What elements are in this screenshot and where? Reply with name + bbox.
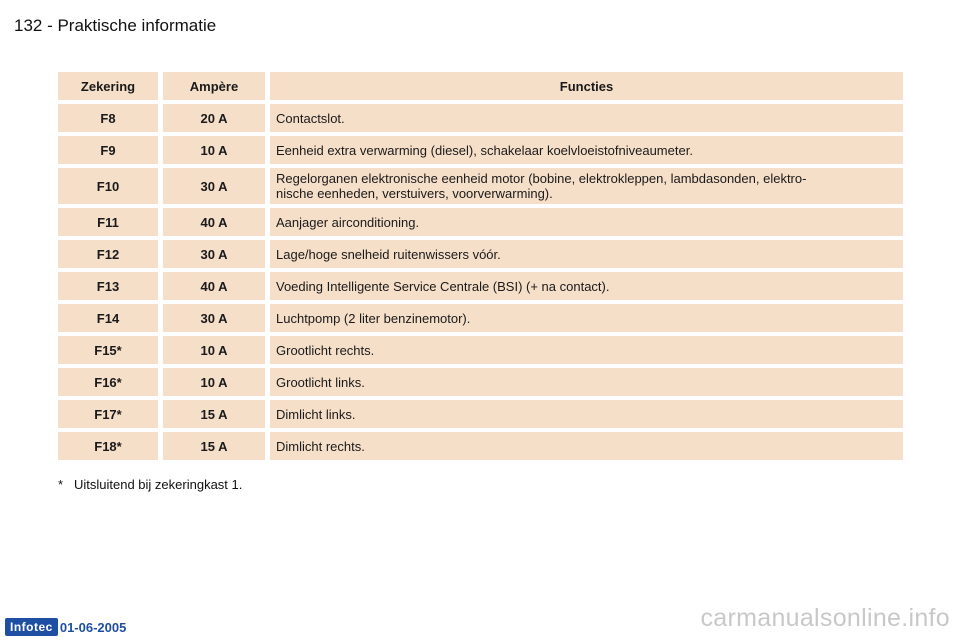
amp-cell: 30 A [163, 168, 270, 204]
function-line: nische eenheden, verstuivers, voorverwarming). [276, 186, 553, 201]
fuse-cell: F16* [58, 368, 163, 396]
table-row [58, 400, 903, 428]
function-cell: Voeding Intelligente Service Centrale (BSI) (+ na contact). [270, 272, 903, 300]
table-row [58, 168, 903, 204]
print-date: 01-06-2005 [59, 619, 127, 635]
table-row [58, 208, 903, 236]
table-row [58, 104, 903, 132]
amp-cell: 40 A [163, 272, 270, 300]
function-cell: Lage/hoge snelheid ruitenwissers vóór. [270, 240, 903, 268]
amp-cell: 10 A [163, 336, 270, 364]
infotec-logo: Infotec [5, 618, 58, 636]
function-cell: Eenheid extra verwarming (diesel), schakelaar koelvloeistofniveaumeter. [270, 136, 903, 164]
amp-cell: 15 A [163, 400, 270, 428]
function-cell: Aanjager airconditioning. [270, 208, 903, 236]
footnote [58, 477, 242, 492]
amp-cell: 10 A [163, 136, 270, 164]
footnote-marker: * [58, 477, 64, 492]
table-row [58, 136, 903, 164]
function-cell [270, 168, 903, 204]
function-cell: Grootlicht links. [270, 368, 903, 396]
fuse-table [58, 68, 903, 464]
footnote-text: Uitsluitend bij zekeringkast 1. [74, 477, 243, 492]
function-cell: Dimlicht rechts. [270, 432, 903, 460]
function-cell: Luchtpomp (2 liter benzinemotor). [270, 304, 903, 332]
table-row [58, 272, 903, 300]
table-row [58, 336, 903, 364]
amp-cell: 30 A [163, 304, 270, 332]
function-cell: Grootlicht rechts. [270, 336, 903, 364]
fuse-cell: F15* [58, 336, 163, 364]
function-cell: Dimlicht links. [270, 400, 903, 428]
table-header-row [58, 72, 903, 100]
fuse-cell: F8 [58, 104, 163, 132]
header-amp: Ampère [163, 72, 270, 100]
amp-cell: 15 A [163, 432, 270, 460]
table-row [58, 432, 903, 460]
table-row [58, 368, 903, 396]
amp-cell: 40 A [163, 208, 270, 236]
function-cell: Contactslot. [270, 104, 903, 132]
header-functions: Functies [270, 72, 903, 100]
fuse-cell: F11 [58, 208, 163, 236]
page-title: 132 - Praktische informatie [14, 16, 217, 35]
amp-cell: 30 A [163, 240, 270, 268]
header-fuse: Zekering [58, 72, 163, 100]
fuse-cell: F17* [58, 400, 163, 428]
watermark: carmanualsonline.info [700, 604, 950, 632]
fuse-cell: F12 [58, 240, 163, 268]
fuse-cell: F13 [58, 272, 163, 300]
amp-cell: 10 A [163, 368, 270, 396]
fuse-cell: F9 [58, 136, 163, 164]
fuse-cell: F10 [58, 168, 163, 204]
fuse-cell: F18* [58, 432, 163, 460]
brand-bar [5, 617, 126, 637]
function-line: Regelorganen elektronische eenheid motor (bobine, elektrokleppen, lambdasonden, elektro- [276, 171, 807, 186]
amp-cell: 20 A [163, 104, 270, 132]
fuse-cell: F14 [58, 304, 163, 332]
table-row [58, 240, 903, 268]
table-row [58, 304, 903, 332]
